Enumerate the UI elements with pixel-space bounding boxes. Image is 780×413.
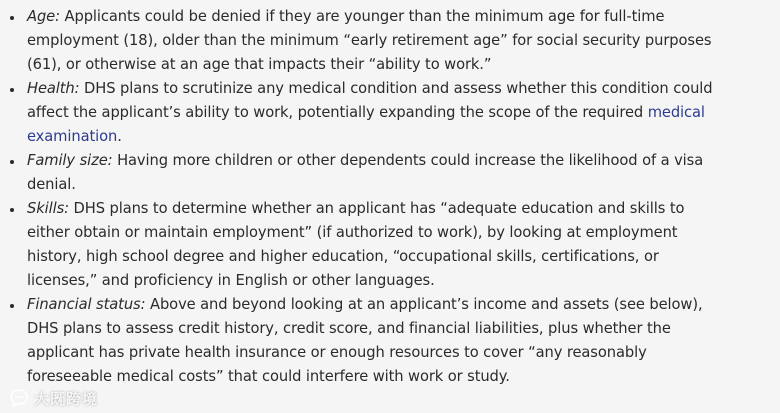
item-text: Applicants could be denied if they are younger than the minimum age for full-time employment (18), older than the minimum “early retirement age” for social security purposes (61), or otherwise at an age that impacts their “ability to work.”	[27, 8, 712, 73]
item-label: Skills:	[27, 200, 69, 217]
article-content	[0, 5, 780, 389]
item-text: Above and beyond looking at an applicant’s income and assets (see below), DHS plans to assess credit history, credit score, and financial liabilities, plus whether the applicant has private health insurance or enough resources to cover “any reasonably foreseeable medical costs” that could interfere with work or study.	[27, 296, 703, 385]
item-text: DHS plans to determine whether an applicant has “adequate education and skills to either obtain or maintain employment” (if authorized to work), by looking at employment history, high school degree and higher education, “occupational skills, certifications, or licenses,” and proficiency in English or other languages.	[27, 200, 685, 289]
criteria-list	[0, 5, 780, 389]
item-text-end: .	[117, 128, 122, 145]
item-label: Health:	[27, 80, 80, 97]
list-item-health	[0, 77, 780, 149]
item-text: DHS plans to scrutinize any medical condition and assess whether this condition could affect the applicant’s ability to work, potentially expanding the scope of the required	[27, 80, 713, 121]
item-text: Having more children or other dependents could increase the likelihood of a visa denial.	[27, 152, 704, 193]
watermark	[8, 387, 98, 409]
list-item-age	[0, 5, 780, 77]
item-label: Financial status:	[27, 296, 146, 313]
watermark-text: 大既跨境	[34, 389, 99, 408]
item-label: Family size:	[27, 152, 113, 169]
medical-examination-link[interactable]: medical examination	[27, 104, 705, 145]
list-item-family-size	[0, 149, 780, 197]
list-item-skills	[0, 197, 780, 293]
item-label: Age:	[27, 8, 60, 25]
chat-bubble-icon	[8, 387, 30, 409]
list-item-financial-status	[0, 293, 780, 389]
